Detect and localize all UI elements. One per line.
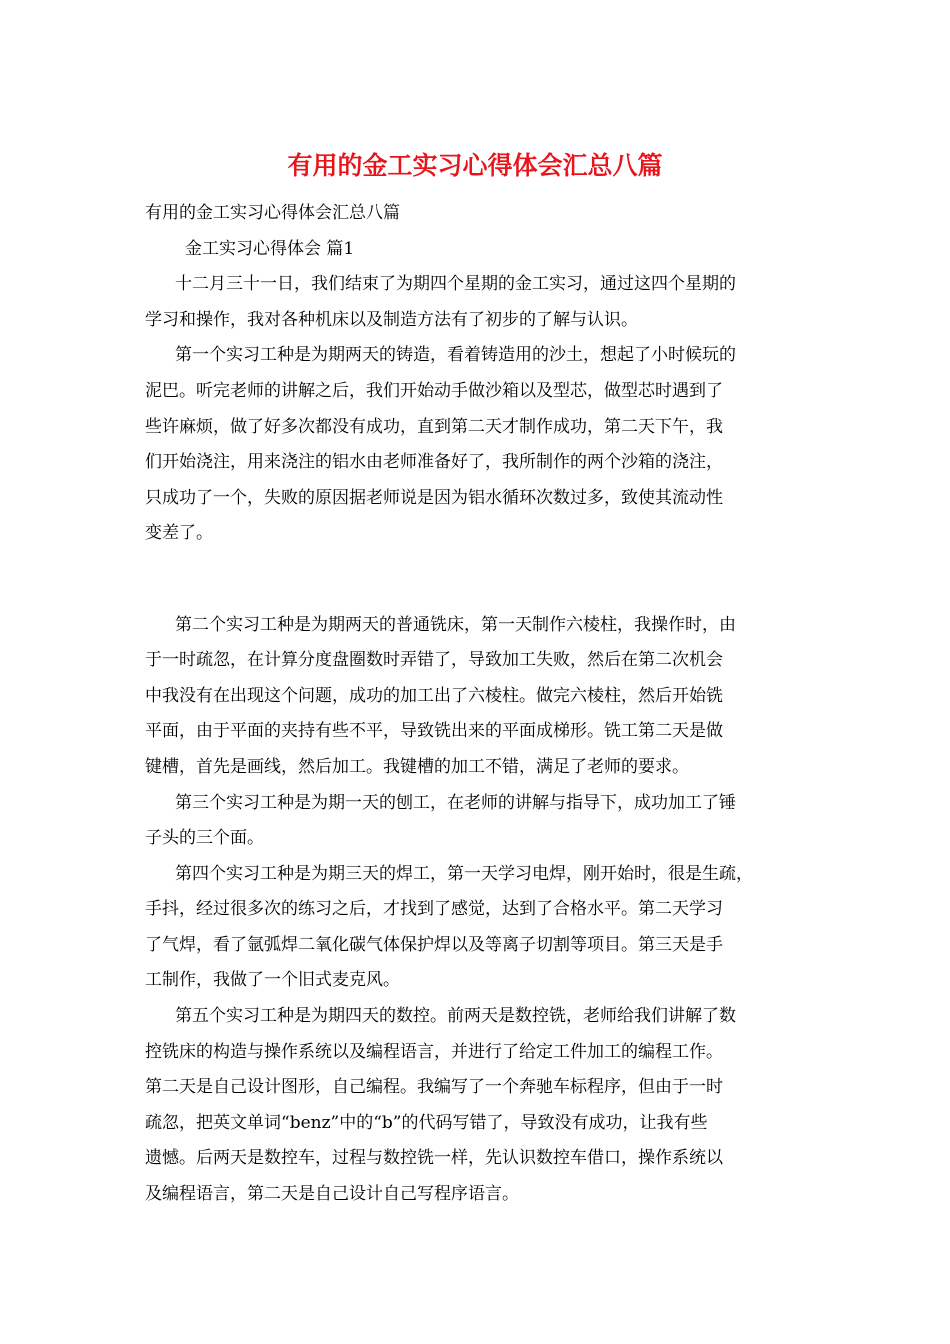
blank-line xyxy=(145,588,810,608)
text-line: 了气焊，看了氩弧焊二氧化碳气体保护焊以及等离子切割等项目。第三天是手 xyxy=(145,934,723,955)
document-subtitle: 有用的金工实习心得体会汇总八篇 xyxy=(145,203,400,223)
text-line: 手抖，经过很多次的练习之后，才找到了感觉，达到了合格水平。第二天学习 xyxy=(145,899,723,920)
text-line: 第三个实习工种是为期一天的刨工，在老师的讲解与指导下，成功加工了锤 xyxy=(175,792,736,813)
text-line: 第二个实习工种是为期两天的普通铣床，第一天制作六棱柱，我操作时，由 xyxy=(175,614,736,635)
text-line: 们开始浇注，用来浇注的铝水由老师准备好了，我所制作的两个沙箱的浇注， xyxy=(145,452,723,473)
text-line: 遗憾。后两天是数控车，过程与数控铣一样，先认识数控车借口，操作系统以 xyxy=(145,1148,723,1169)
text-line: 平面，由于平面的夹持有些不平，导致铣出来的平面成梯形。铣工第二天是做 xyxy=(145,721,723,742)
text-line: 第一个实习工种是为期两天的铸造，看着铸造用的沙土，想起了小时候玩的 xyxy=(175,345,736,366)
text-line: 于一时疏忽，在计算分度盘圈数时弄错了，导致加工失败，然后在第二次机会 xyxy=(145,650,723,671)
paragraph-cnc xyxy=(145,999,810,1213)
text-line: 中我没有在出现这个问题，成功的加工出了六棱柱。做完六棱柱，然后开始铣 xyxy=(145,685,723,706)
text-line: 泥巴。听完老师的讲解之后，我们开始动手做沙箱以及型芯，做型芯时遇到了 xyxy=(145,380,723,401)
text-line: 子头的三个面。 xyxy=(145,828,264,849)
document-body xyxy=(145,196,810,1213)
text-line: 工制作，我做了一个旧式麦克风。 xyxy=(145,970,400,991)
section-heading: 金工实习心得体会 篇1 xyxy=(185,238,355,259)
text-line: 只成功了一个，失败的原因据老师说是因为铝水循环次数过多，致使其流动性 xyxy=(145,487,723,508)
paragraph-casting xyxy=(145,338,810,552)
paragraph-planing xyxy=(145,786,810,857)
text-line: 十二月三十一日，我们结束了为期四个星期的金工实习，通过这四个星期的 xyxy=(175,274,736,295)
text-line: 第四个实习工种是为期三天的焊工，第一天学习电焊，刚开始时，很是生疏， xyxy=(175,863,753,884)
text-line: 第五个实习工种是为期四天的数控。前两天是数控铣，老师给我们讲解了数 xyxy=(175,1006,736,1027)
text-line: 些许麻烦，做了好多次都没有成功，直到第二天才制作成功，第二天下午，我 xyxy=(145,416,723,437)
text-line: 控铣床的构造与操作系统以及编程语言，并进行了给定工件加工的编程工作。 xyxy=(145,1041,723,1062)
paragraph-intro xyxy=(145,267,810,338)
text-line: 疏忽，把英文单词“benz”中的“b”的代码写错了，导致没有成功，让我有些 xyxy=(145,1112,708,1133)
paragraph-milling xyxy=(145,608,810,786)
blank-line xyxy=(145,552,810,588)
text-line: 第二天是自己设计图形，自己编程。我编写了一个奔驰车标程序，但由于一时 xyxy=(145,1077,723,1098)
text-line: 学习和操作，我对各种机床以及制造方法有了初步的了解与认识。 xyxy=(145,309,638,330)
document-title: 有用的金工实习心得体会汇总八篇 xyxy=(287,151,663,180)
text-line: 及编程语言，第二天是自己设计自己写程序语言。 xyxy=(145,1184,519,1205)
text-line: 变差了。 xyxy=(145,523,213,544)
text-line: 键槽，首先是画线，然后加工。我键槽的加工不错，满足了老师的要求。 xyxy=(145,756,689,777)
paragraph-welding xyxy=(145,857,810,999)
